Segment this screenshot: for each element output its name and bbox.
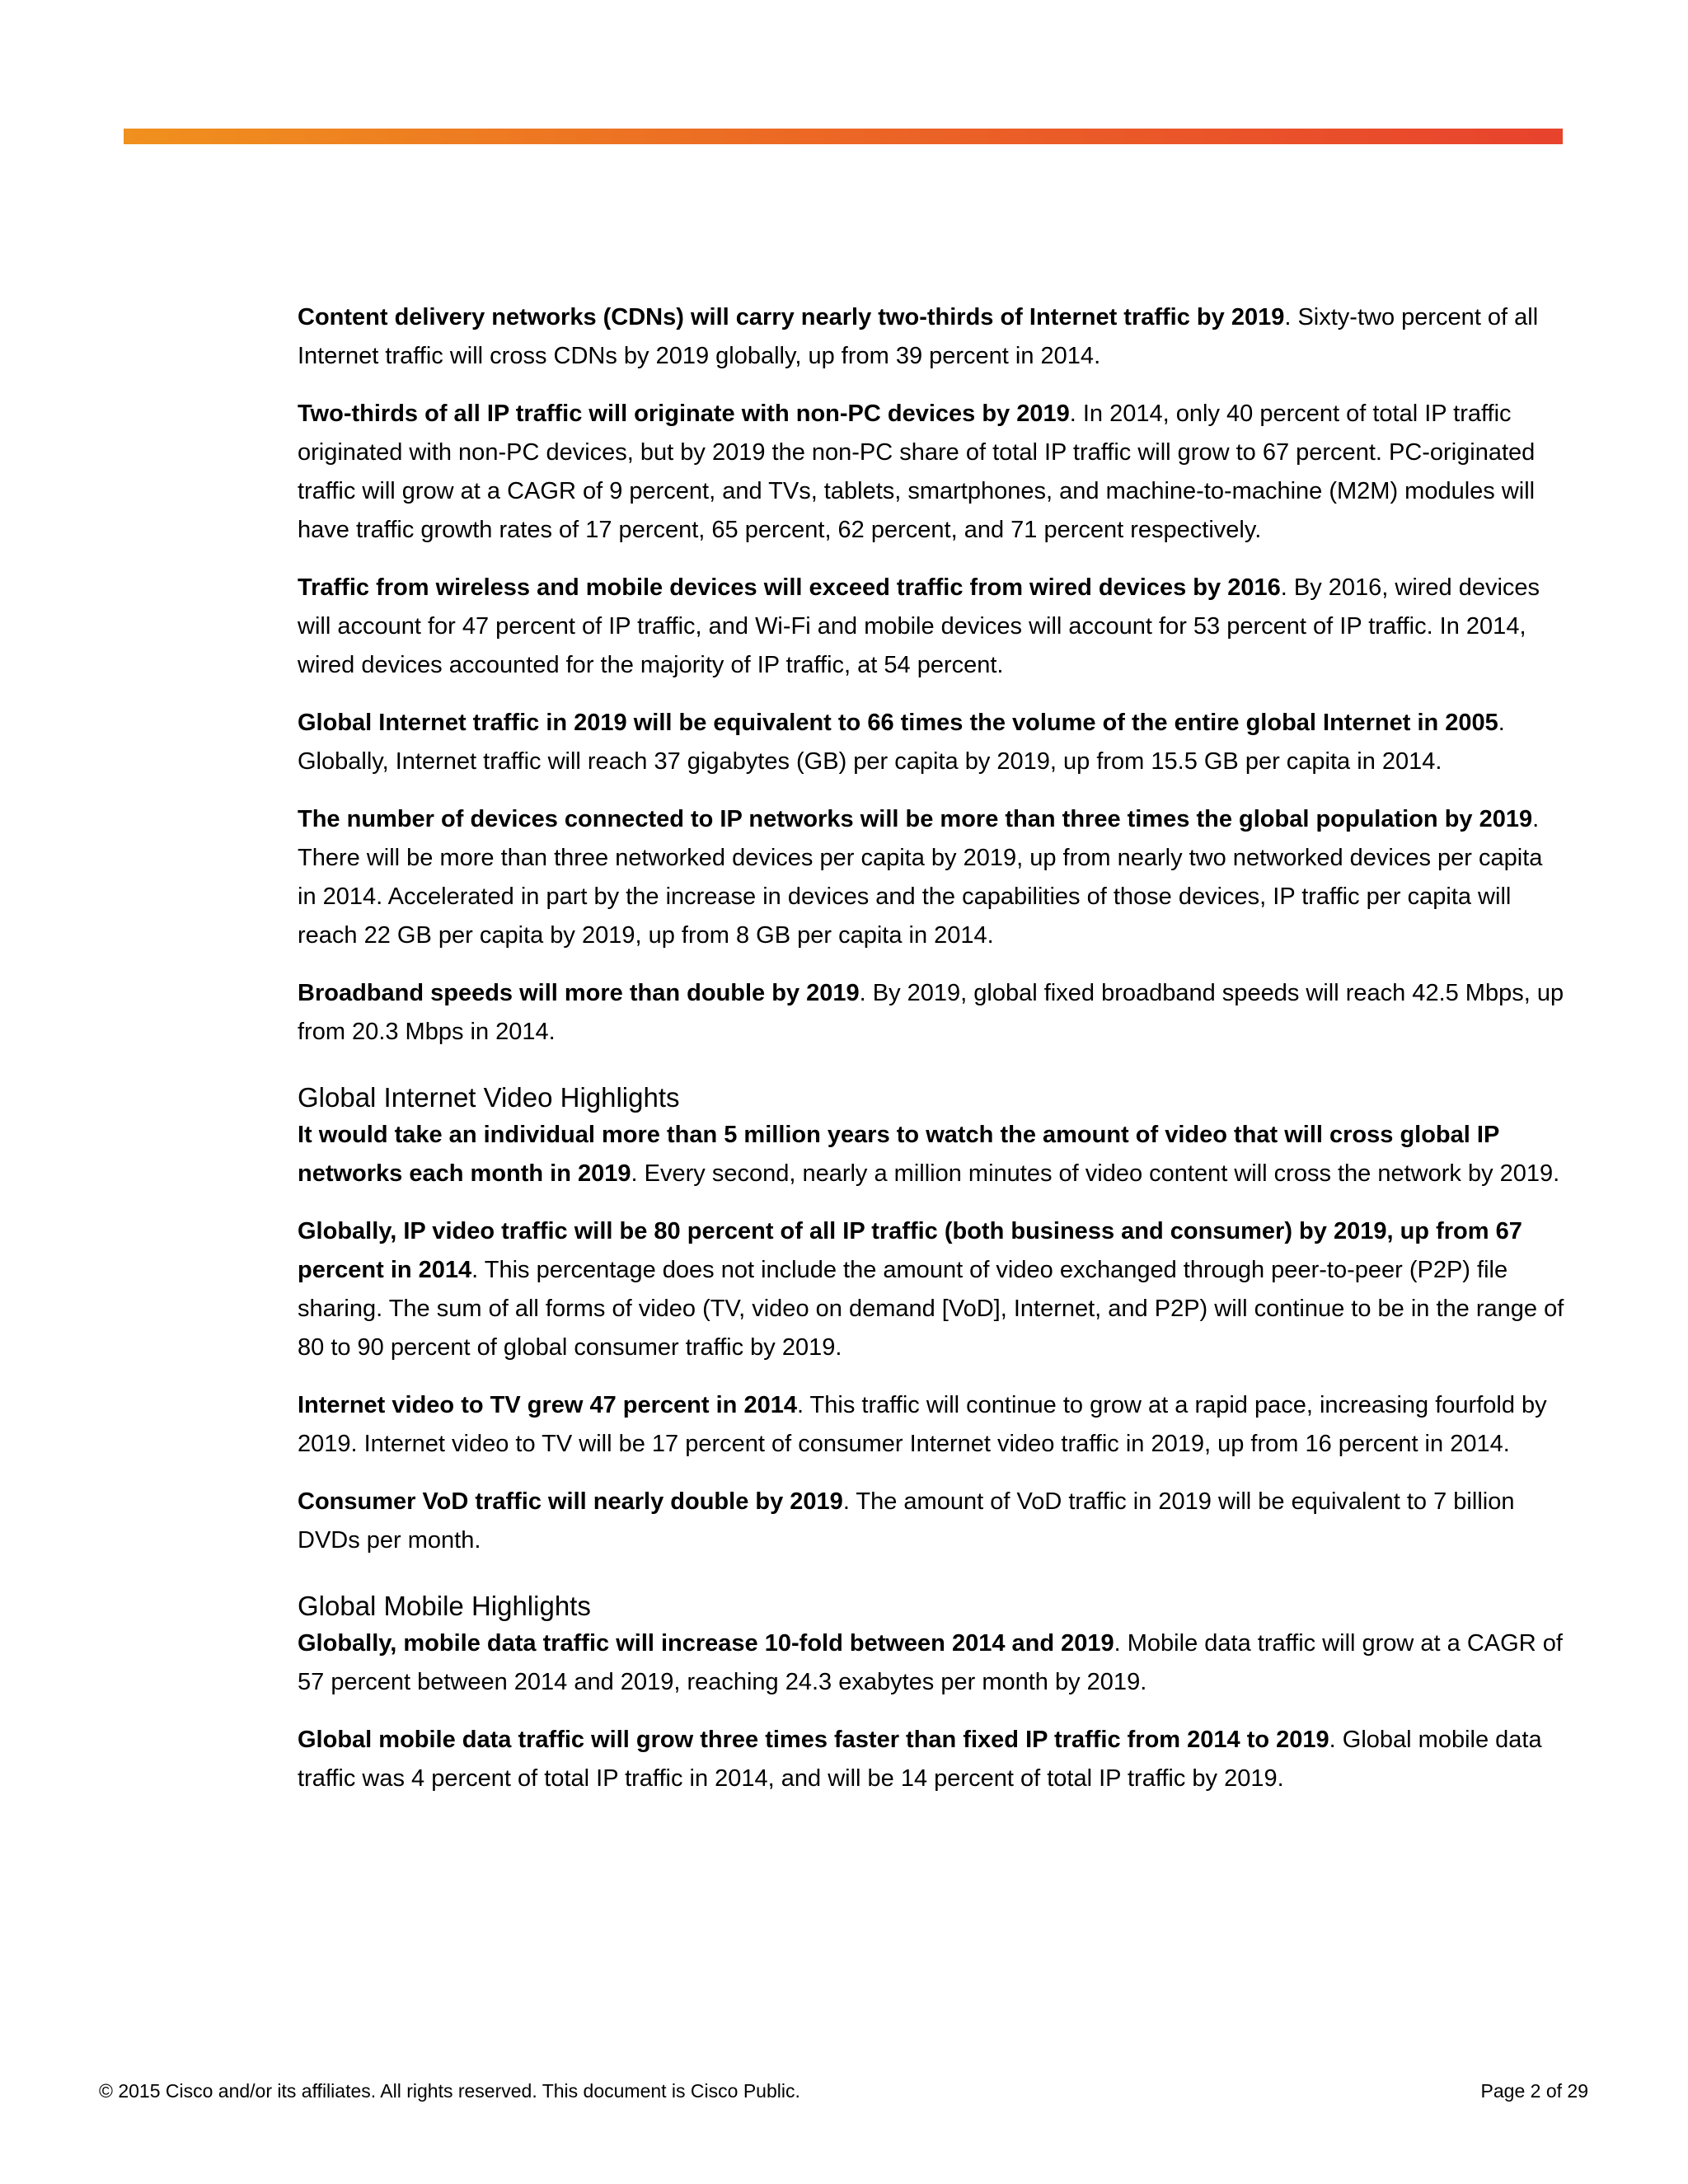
paragraph-cdn	[298, 298, 1567, 376]
paragraph-lead: Global mobile data traffic will grow three times faster than fixed IP traffic from 2014 to 2019	[298, 1727, 1329, 1753]
document-body	[298, 298, 1567, 1817]
paragraph-text: . Global mobile data traffic was 4 percent of total IP traffic in 2014, and will be 14 percent of total IP traffic by 2019.	[298, 1727, 1542, 1792]
paragraph-lead: It would take an individual more than 5 million years to watch the amount of video that will cross global IP networks each month in 2019	[298, 1122, 1499, 1187]
paragraph-video-years	[298, 1116, 1567, 1193]
paragraph-lead: Internet video to TV grew 47 percent in 2014	[298, 1392, 797, 1418]
paragraph-text: . There will be more than three networked devices per capita by 2019, up from nearly two networked devices per capita in 2014. Accelerated in part by the increase in devices and the capabilities of those devices, IP traffic per capita will reach 22 GB per capita by 2019, up from 8 GB per capita in 2014.	[298, 806, 1543, 949]
paragraph-text: . Mobile data traffic will grow at a CAGR of 57 percent between 2014 and 2019, reaching 24.3 exabytes per month by 2019.	[298, 1630, 1563, 1695]
paragraph-lead: Two-thirds of all IP traffic will originate with non-PC devices by 2019	[298, 401, 1070, 427]
paragraph-devices	[298, 800, 1567, 955]
paragraph-vod	[298, 1483, 1567, 1560]
paragraph-lead: The number of devices connected to IP networks will be more than three times the global population by 2019	[298, 806, 1533, 832]
paragraph-non-pc	[298, 395, 1567, 550]
paragraph-text: . This traffic will continue to grow at a rapid pace, increasing fourfold by 2019. Internet video to TV will be 17 percent of consumer Internet video traffic in 2019, up from 16 percent in 2014.	[298, 1392, 1547, 1457]
paragraph-internet-volume	[298, 704, 1567, 781]
paragraph-text: . In 2014, only 40 percent of total IP traffic originated with non-PC devices, but by 2019 the non-PC share of total IP traffic will grow to 67 percent. PC-originated traffic will grow at a CAGR of 9 percent, and TVs, tablets, smartphones, and machine-to-machine (M2M) modules will have traffic growth rates of 17 percent, 65 percent, 62 percent, and 71 percent respectively.	[298, 401, 1536, 543]
paragraph-text: . This percentage does not include the amount of video exchanged through peer-to-peer (P2P) file sharing. The sum of all forms of video (TV, video on demand [VoD], Internet, and P2P) will continue to be in the range of 80 to 90 percent of global consumer traffic by 2019.	[298, 1257, 1564, 1361]
paragraph-broadband	[298, 974, 1567, 1052]
paragraph-text: . The amount of VoD traffic in 2019 will be equivalent to 7 billion DVDs per month.	[298, 1488, 1515, 1554]
paragraph-wireless	[298, 569, 1567, 685]
paragraph-text: . By 2019, global fixed broadband speeds will reach 42.5 Mbps, up from 20.3 Mbps in 2014.	[298, 980, 1564, 1045]
paragraph-video-tv	[298, 1386, 1567, 1464]
paragraph-mobile-growth	[298, 1624, 1567, 1702]
paragraph-lead: Consumer VoD traffic will nearly double by 2019	[298, 1488, 843, 1515]
paragraph-lead: Globally, IP video traffic will be 80 percent of all IP traffic (both business and consumer) by 2019, up from 67 percent in 2014	[298, 1218, 1522, 1283]
paragraph-text: . Globally, Internet traffic will reach 37 gigabytes (GB) per capita by 2019, up from 15.5 GB per capita in 2014.	[298, 710, 1505, 775]
paragraph-text: . Sixty-two percent of all Internet traffic will cross CDNs by 2019 globally, up from 39 percent in 2014.	[298, 304, 1539, 369]
section-heading-mobile: Global Mobile Highlights	[298, 1591, 591, 1621]
section-heading-video: Global Internet Video Highlights	[298, 1082, 680, 1113]
paragraph-lead: Global Internet traffic in 2019 will be equivalent to 66 times the volume of the entire global Internet in 2005	[298, 710, 1498, 736]
paragraph-lead: Content delivery networks (CDNs) will carry nearly two-thirds of Internet traffic by 2019	[298, 304, 1285, 330]
footer-page-number: Page 2 of 29	[1480, 2080, 1588, 2102]
footer-copyright: © 2015 Cisco and/or its affiliates. All rights reserved. This document is Cisco Public.	[99, 2080, 800, 2102]
paragraph-text: . Every second, nearly a million minutes of video content will cross the network by 2019.	[631, 1160, 1560, 1187]
paragraph-video-share	[298, 1212, 1567, 1367]
paragraph-lead: Globally, mobile data traffic will increase 10-fold between 2014 and 2019	[298, 1630, 1114, 1657]
paragraph-lead: Traffic from wireless and mobile devices will exceed traffic from wired devices by 2016	[298, 574, 1281, 601]
header-accent-bar	[124, 129, 1563, 144]
paragraph-lead: Broadband speeds will more than double by 2019	[298, 980, 860, 1006]
paragraph-text: . By 2016, wired devices will account for 47 percent of IP traffic, and Wi-Fi and mobile devices will account for 53 percent of IP traffic. In 2014, wired devices accounted for the majority of IP traffic, at 54 percent.	[298, 574, 1540, 678]
paragraph-mobile-vs-fixed	[298, 1721, 1567, 1798]
